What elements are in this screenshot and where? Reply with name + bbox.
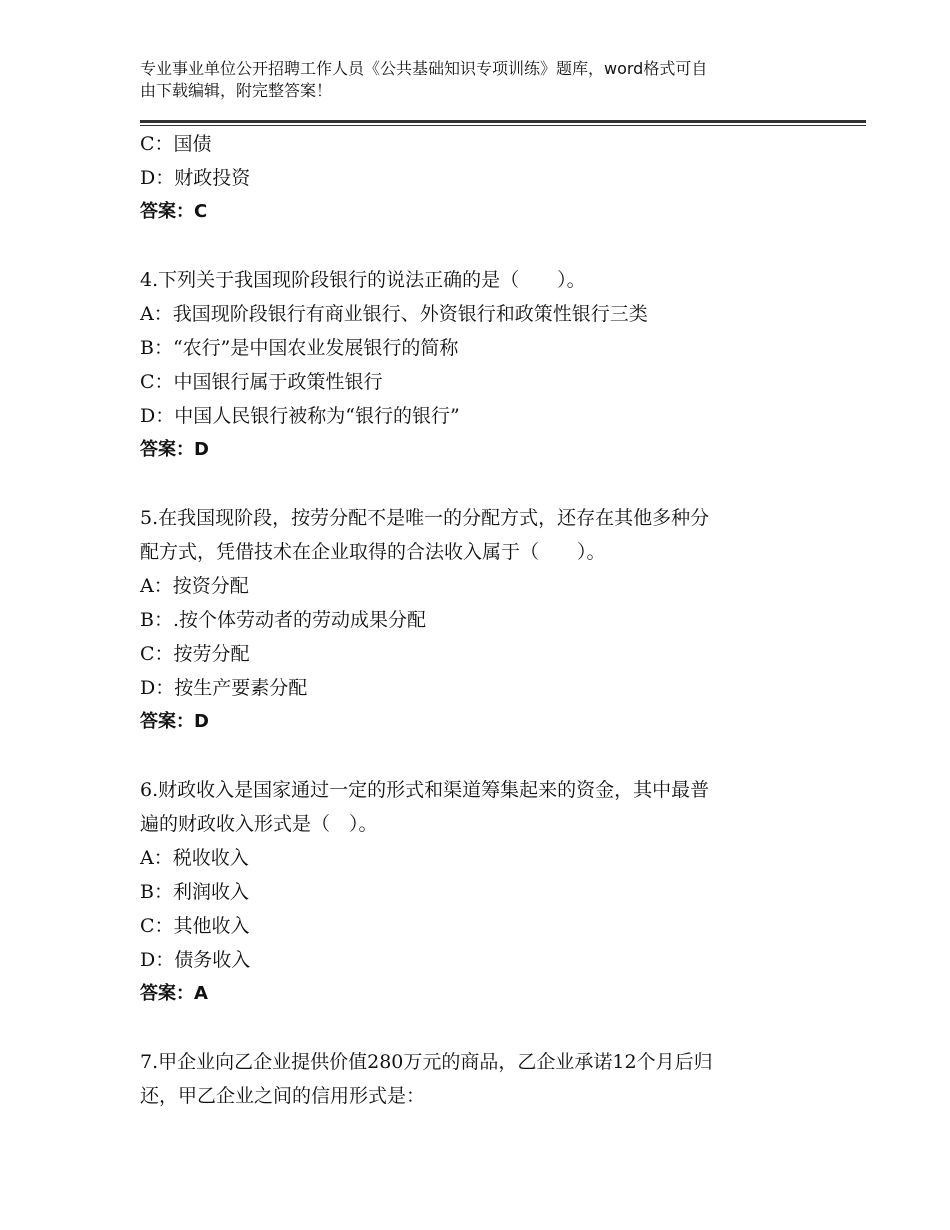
question-stem: 配方式，凭借技术在企业取得的合法收入属于（ ）。: [140, 541, 606, 563]
question-3-tail: [140, 127, 820, 229]
header-rule-thick: [140, 120, 866, 123]
header-rule-thin: [140, 125, 866, 126]
question-stem: 7.甲企业向乙企业提供价值280万元的商品，乙企业承诺12个月后归: [140, 1051, 713, 1073]
question-list: [140, 127, 820, 1113]
question-6: [140, 773, 820, 1011]
option-a: A：税收收入: [140, 847, 249, 869]
question-stem: 6.财政收入是国家通过一定的形式和渠道筹集起来的资金，其中最普: [140, 779, 710, 801]
option-c: C：国债: [140, 133, 212, 155]
option-b: B：“农行”是中国农业发展银行的简称: [140, 337, 459, 359]
option-c: C：中国银行属于政策性银行: [140, 371, 383, 393]
option-d: D：财政投资: [140, 167, 251, 189]
question-5: [140, 501, 820, 739]
option-b: B：.按个体劳动者的劳动成果分配: [140, 609, 427, 631]
question-stem: 还，甲乙企业之间的信用形式是：: [140, 1085, 426, 1107]
answer: 答案：A: [140, 983, 208, 1004]
option-b: B：利润收入: [140, 881, 249, 903]
spacer: [140, 229, 820, 263]
option-a: A：按资分配: [140, 575, 249, 597]
question-stem: 5.在我国现阶段，按劳分配不是唯一的分配方式，还存在其他多种分: [140, 507, 710, 529]
answer: 答案：D: [140, 711, 209, 732]
option-d: D：债务收入: [140, 949, 251, 971]
option-d: D：按生产要素分配: [140, 677, 308, 699]
option-a: A：我国现阶段银行有商业银行、外资银行和政策性银行三类: [140, 303, 648, 325]
header-line-2: 由下载编辑，附完整答案！: [140, 81, 333, 100]
spacer: [140, 1011, 820, 1045]
question-7: [140, 1045, 820, 1113]
question-4: [140, 263, 820, 467]
header-line-1: 专业事业单位公开招聘工作人员《公共基础知识专项训练》题库，word格式可自: [140, 59, 708, 78]
question-stem: 4.下列关于我国现阶段银行的说法正确的是（ ）。: [140, 269, 586, 291]
spacer: [140, 467, 820, 501]
answer: 答案：C: [140, 201, 208, 222]
option-c: C：按劳分配: [140, 643, 250, 665]
answer: 答案：D: [140, 439, 209, 460]
option-c: C：其他收入: [140, 915, 250, 937]
spacer: [140, 739, 820, 773]
question-stem: 遍的财政收入形式是（ ）。: [140, 813, 378, 835]
option-d: D：中国人民银行被称为“银行的银行”: [140, 405, 460, 427]
document-header: [140, 58, 810, 102]
